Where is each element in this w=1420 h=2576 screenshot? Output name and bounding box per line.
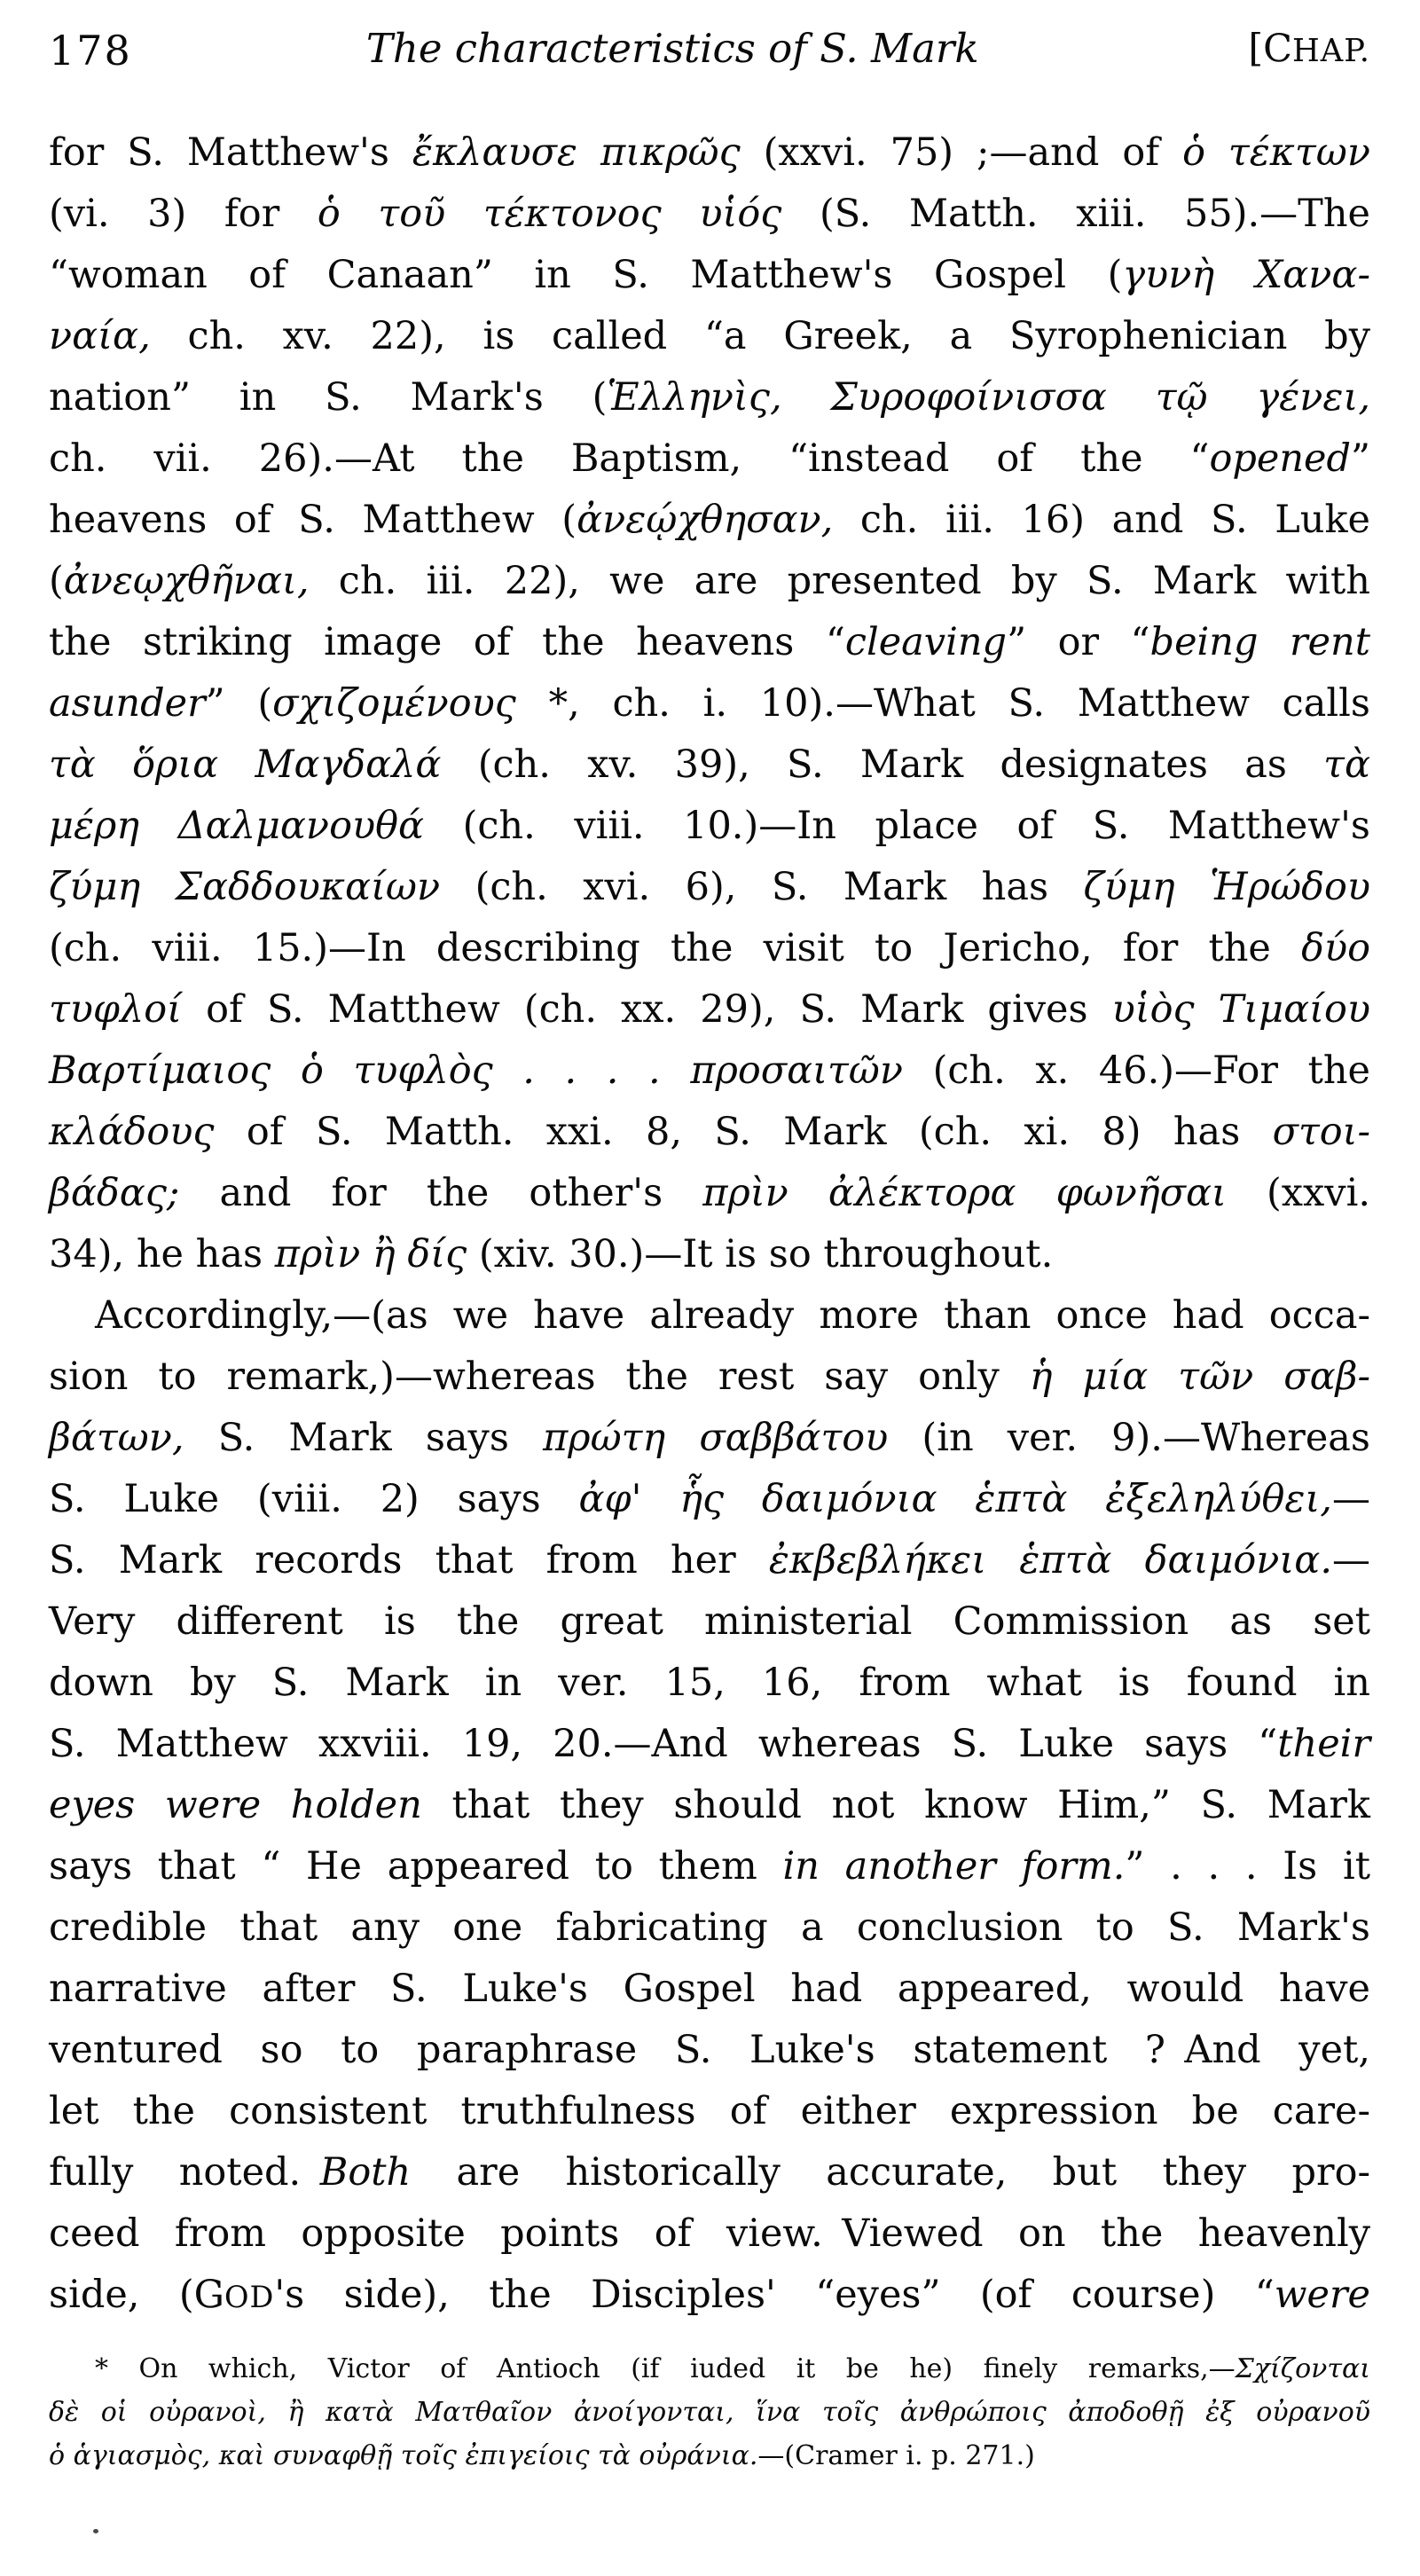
text-segment: * On which, Victor of Antioch (if iuded it be he) finely remarks,—: [95, 2353, 1236, 2384]
text-segment: of S. Matth. xxi. 8, S. Mark (ch. xi. 8) has: [246, 1110, 1273, 1154]
text-segment: heavens of S. Matthew (: [49, 498, 577, 542]
text-line: [49, 306, 1370, 367]
text-segment: —(Cramer i. p. 271.): [757, 2440, 1035, 2471]
text-segment: sion to remark,)—whereas the rest say only: [49, 1355, 1030, 1399]
text-line: [49, 2434, 1370, 2478]
text-segment: S. Luke (viii. 2) says: [49, 1477, 579, 1521]
text-line: [49, 1591, 1370, 1653]
text-segment: credible that any one fabricating a conclusion to S. Mark's: [49, 1905, 1370, 1950]
text-segment: *, ch. i. 10).—What S. Matthew calls: [515, 681, 1370, 726]
text-segment: ” . . . Is it: [1125, 1844, 1370, 1889]
text-segment: (S. Matth. xiii. 55).—The: [819, 192, 1370, 236]
text-segment: (: [49, 559, 64, 603]
text-segment: ναία,: [49, 314, 151, 358]
text-line: [49, 551, 1370, 612]
text-segment: (vi. 3) for: [49, 192, 318, 236]
text-segment: πρὶν ἀλέκτορα φωνῆσαι: [702, 1171, 1267, 1215]
text-line: [49, 979, 1370, 1041]
text-line: [49, 2142, 1370, 2203]
text-line: [49, 1469, 1370, 1530]
text-segment: side, (G: [49, 2273, 224, 2317]
text-segment: ” or “: [1007, 620, 1150, 664]
text-line: [49, 1530, 1370, 1591]
text-line: [49, 734, 1370, 796]
text-segment: their: [1277, 1722, 1370, 1766]
text-line: [49, 184, 1370, 245]
text-segment: for S. Matthew's: [49, 130, 412, 175]
text-segment: 's side), the Disciples' “eyes” (of course) “: [274, 2273, 1275, 2317]
text-segment: ὁ τοῦ τέκτονος υἱός: [317, 192, 820, 236]
text-segment: ἀφ' ἧς δαιμόνια ἑπτὰ ἐξεληλύθει,: [578, 1477, 1332, 1521]
chapter-marker: [1248, 27, 1370, 71]
text-segment: ch. iii. 16) and S. Luke: [833, 498, 1371, 542]
text-line: [49, 1285, 1370, 1347]
text-line: [49, 428, 1370, 490]
text-segment: in another form.: [782, 1844, 1126, 1889]
text-segment: (ch. viii. 10.)—In place of S. Matthew's: [462, 804, 1370, 848]
text-segment: being rent: [1149, 620, 1370, 664]
text-segment: (ch. viii. 15.)—In describing the visit to Jericho, for the: [49, 926, 1302, 970]
text-segment: τὰ ὅρια Μαγδαλά: [49, 742, 478, 787]
text-segment: (xxvi.: [1267, 1171, 1370, 1215]
text-segment: στοι-: [1272, 1110, 1371, 1154]
page-number: 178: [49, 27, 132, 75]
text-segment: down by S. Mark in ver. 15, 16, from what is found in: [49, 1661, 1370, 1705]
text-line: [49, 1836, 1370, 1897]
text-segment: fully noted.: [49, 2150, 320, 2195]
text-line: [49, 2203, 1370, 2265]
text-line: [49, 2347, 1370, 2391]
text-segment: are historically accurate, but they pro-: [411, 2150, 1371, 2195]
text-segment: opened: [1209, 436, 1352, 481]
text-segment: (ch. xv. 39), S. Mark designates as: [477, 742, 1324, 787]
text-segment: 34), he has: [49, 1232, 275, 1276]
text-segment: τυφλοί: [49, 987, 207, 1032]
text-segment: narrative after S. Luke's Gospel had appeared, would have: [49, 1967, 1370, 2011]
text-segment: ἀνεῳχθῆναι,: [63, 559, 310, 603]
page-header: [49, 21, 1370, 76]
text-segment: Σχίζονται: [1235, 2353, 1370, 2384]
text-segment: —: [1331, 1538, 1370, 1583]
text-segment: ζύμη Ἡρώδου: [1083, 865, 1370, 909]
running-title: The characteristics of S. Mark: [365, 25, 979, 72]
body-text: [49, 122, 1370, 2328]
text-segment: nation” in S. Mark's (: [49, 375, 608, 420]
text-segment: πρὶν ἢ δίς: [274, 1232, 479, 1276]
text-line: [49, 612, 1370, 673]
text-segment: ἀνεῴχθησαν,: [577, 498, 834, 542]
text-line: [49, 1102, 1370, 1163]
text-segment: (xxvi. 75) ;—and of: [763, 130, 1183, 175]
text-line: [49, 2391, 1370, 2434]
text-line: [49, 1224, 1370, 1285]
footnote: [49, 2347, 1370, 2478]
text-segment: eyes were holden: [49, 1783, 452, 1827]
text-segment: S. Mark says: [184, 1416, 544, 1460]
text-line: [49, 796, 1370, 857]
text-line: [49, 245, 1370, 306]
text-line: [49, 1408, 1370, 1469]
text-segment: ceed from opposite points of view. Viewed on the heavenly: [49, 2211, 1370, 2256]
text-segment: τὰ: [1323, 742, 1370, 787]
text-segment: Both: [319, 2150, 412, 2195]
text-segment: cleaving: [844, 620, 1008, 664]
text-segment: ch. vii. 26).—At the Baptism, “instead of the “: [49, 436, 1210, 481]
text-segment: (ch. xvi. 6), S. Mark has: [475, 865, 1084, 909]
text-segment: ” (: [205, 681, 273, 726]
text-segment: βάδας;: [49, 1171, 180, 1215]
scan-speck: [93, 2529, 98, 2533]
text-segment: υἱὸς Τιμαίου: [1111, 987, 1370, 1032]
text-segment: ventured so to paraphrase S. Luke's statement ? And yet,: [49, 2028, 1370, 2072]
text-segment: ἡ μία τῶν σαβ-: [1029, 1355, 1371, 1399]
text-line: [49, 1163, 1370, 1224]
text-line: [49, 1714, 1370, 1775]
text-segment: were: [1274, 2273, 1370, 2317]
text-segment: δὲ οἱ οὐρανοὶ, ἢ κατὰ Ματθαῖον ἀνοίγονται, ἵνα τοῖς ἀνθρώποις ἀποδοθῇ ἐξ οὐρανοῦ: [49, 2397, 1370, 2428]
text-segment: ch. iii. 22), we are presented by S. Mark with: [309, 559, 1370, 603]
text-segment: “woman of Canaan” in S. Matthew's Gospel (: [49, 253, 1123, 297]
text-segment: μέρη Δαλμανουθά: [49, 804, 463, 848]
text-line: [49, 367, 1370, 428]
text-line: [49, 122, 1370, 184]
text-line: [49, 2020, 1370, 2081]
text-line: [49, 1653, 1370, 1714]
text-segment: ”: [1351, 436, 1370, 481]
text-line: [49, 490, 1370, 551]
text-line: [49, 1897, 1370, 1959]
text-segment: that they should not know Him,” S. Mark: [451, 1783, 1370, 1827]
text-segment: (ch. x. 46.)—For the: [932, 1048, 1370, 1093]
text-line: [49, 1775, 1370, 1836]
text-segment: ζύμη Σαδδουκαίων: [49, 865, 475, 909]
text-segment: of S. Matthew (ch. xx. 29), S. Mark gives: [206, 987, 1112, 1032]
text-segment: asunder: [49, 681, 206, 726]
text-line: [49, 1959, 1370, 2020]
text-segment: ὁ τέκτων: [1182, 130, 1370, 175]
text-line: [49, 857, 1370, 918]
text-segment: S. Mark records that from her: [49, 1538, 769, 1583]
text-segment: ἔκλαυσε πικρῶς: [412, 130, 764, 175]
text-segment: πρώτη σαββάτου: [543, 1416, 922, 1460]
text-segment: βάτων,: [49, 1416, 184, 1460]
text-segment: the striking image of the heavens “: [49, 620, 845, 664]
text-line: [49, 1347, 1370, 1408]
text-segment: Very different is the great ministerial Commission as set: [49, 1599, 1370, 1644]
text-line: [49, 2081, 1370, 2142]
text-segment: and for the other's: [179, 1171, 703, 1215]
text-line: [49, 673, 1370, 734]
text-segment: (xiv. 30.)—It is so throughout.: [478, 1232, 1054, 1276]
text-line: [49, 1041, 1370, 1102]
text-segment: Βαρτίμαιος ὁ τυφλὸς . . . . προσαιτῶν: [49, 1048, 933, 1093]
text-segment: δύο: [1301, 926, 1370, 970]
text-segment: —: [1331, 1477, 1370, 1521]
text-segment: says that “ He appeared to them: [49, 1844, 783, 1889]
chapter-marker-text: HAP.: [1292, 33, 1370, 69]
text-segment: OD: [224, 2280, 275, 2314]
text-segment: let the consistent truthfulness of either expression be care-: [49, 2089, 1370, 2133]
text-segment: ἐκβεβλήκει ἑπτὰ δαιμόνια.: [768, 1538, 1332, 1583]
text-segment: Accordingly,—(as we have already more than once had occa-: [95, 1293, 1370, 1338]
text-segment: S. Matthew xxviii. 19, 20.—And whereas S. Luke says “: [49, 1722, 1278, 1766]
text-segment: ὁ ἁγιασμὸς, καὶ συναφθῇ τοῖς ἐπιγείοις τὰ οὐράνια.: [49, 2440, 758, 2471]
text-segment: ch. xv. 22), is called “a Greek, a Syrophenician by: [150, 314, 1370, 358]
text-segment: Ἑλληνὶς, Συροφοίνισσα τῷ γένει,: [607, 375, 1370, 420]
text-segment: κλάδους: [49, 1110, 247, 1154]
text-line: [49, 2265, 1370, 2328]
text-line: [49, 918, 1370, 979]
text-segment: γυνὴ Χανα-: [1122, 253, 1370, 297]
text-segment: σχιζομένους: [272, 681, 516, 726]
chapter-marker-bracket: [C: [1248, 27, 1293, 71]
text-segment: (in ver. 9).—Whereas: [922, 1416, 1370, 1460]
